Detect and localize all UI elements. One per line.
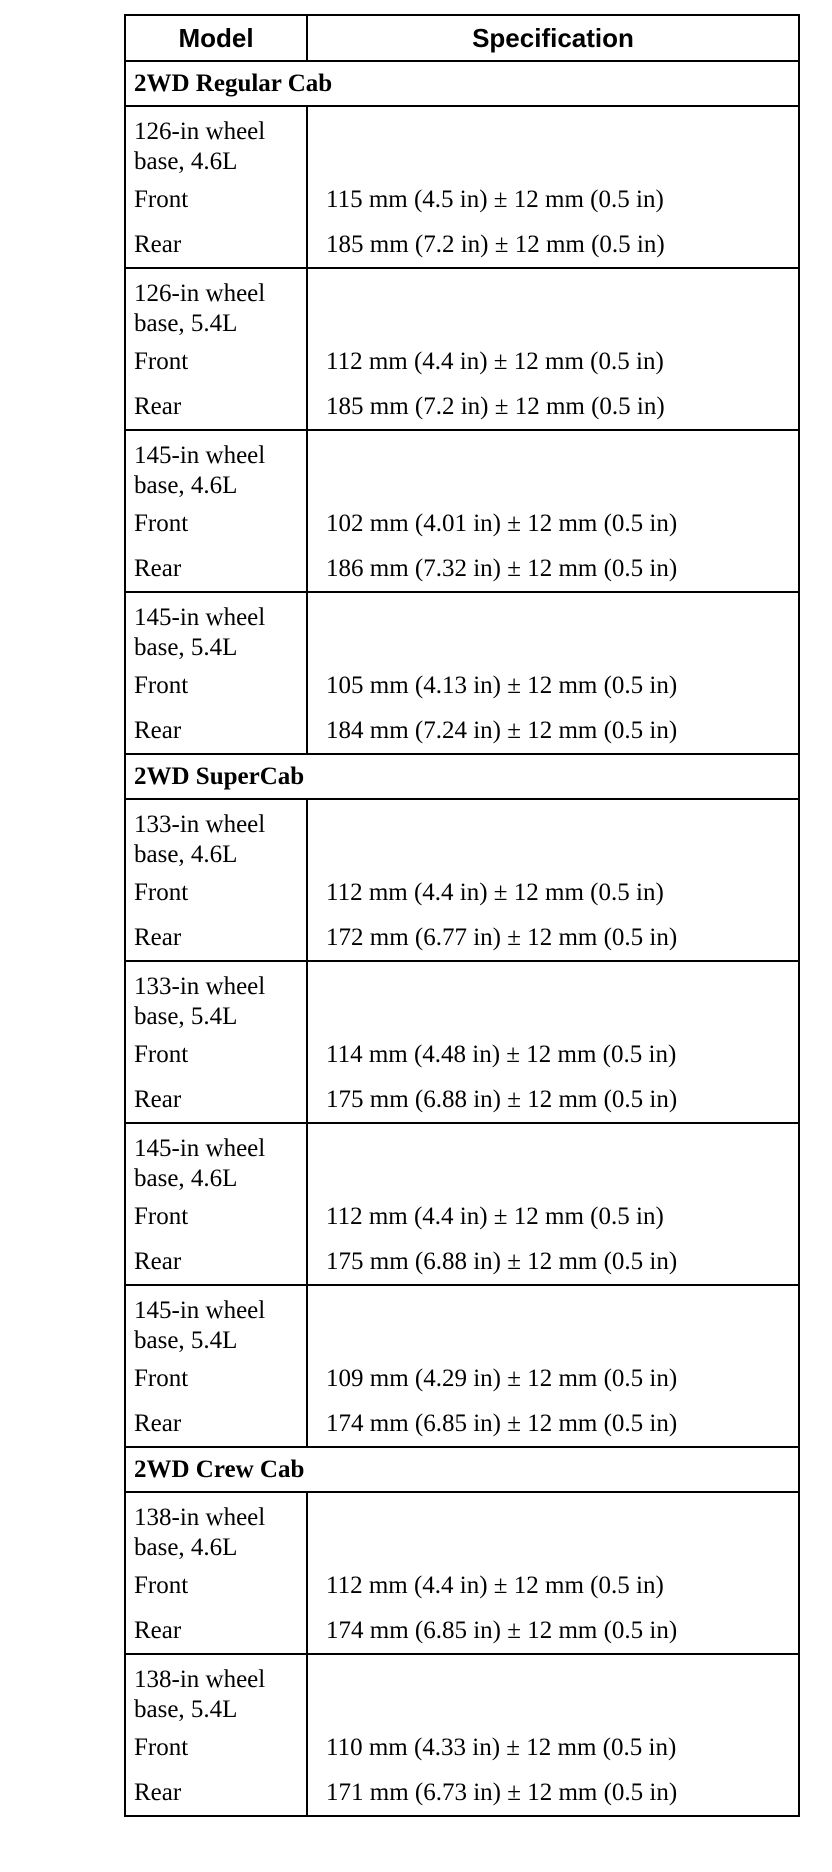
wheelbase-label xyxy=(125,430,307,501)
rear-row xyxy=(125,546,799,592)
front-label: Front xyxy=(125,339,307,384)
wheelbase-label xyxy=(125,1123,307,1194)
table-body xyxy=(125,61,799,1816)
engine-line: base, 5.4L xyxy=(134,1327,238,1354)
rear-label: Rear xyxy=(125,915,307,961)
front-label: Front xyxy=(125,1563,307,1608)
empty-spec-cell xyxy=(307,1492,799,1563)
front-spec: 114 mm (4.48 in) ± 12 mm (0.5 in) xyxy=(307,1032,799,1077)
section-row xyxy=(125,754,799,799)
front-row xyxy=(125,339,799,384)
front-label: Front xyxy=(125,1194,307,1239)
rear-spec: 186 mm (7.32 in) ± 12 mm (0.5 in) xyxy=(307,546,799,592)
wheelbase-line: 145-in wheel xyxy=(134,1135,266,1162)
front-row xyxy=(125,870,799,915)
front-label: Front xyxy=(125,501,307,546)
rear-row xyxy=(125,1077,799,1123)
front-label: Front xyxy=(125,1356,307,1401)
empty-spec-cell xyxy=(307,1654,799,1725)
config-row xyxy=(125,268,799,339)
section-row xyxy=(125,1447,799,1492)
header-row xyxy=(125,15,799,61)
config-row xyxy=(125,1654,799,1725)
empty-spec-cell xyxy=(307,1123,799,1194)
rear-spec: 184 mm (7.24 in) ± 12 mm (0.5 in) xyxy=(307,708,799,754)
wheelbase-label xyxy=(125,961,307,1032)
wheelbase-label xyxy=(125,268,307,339)
rear-label: Rear xyxy=(125,546,307,592)
wheelbase-line: 145-in wheel xyxy=(134,1297,266,1324)
table-header xyxy=(125,15,799,61)
rear-spec: 175 mm (6.88 in) ± 12 mm (0.5 in) xyxy=(307,1239,799,1285)
model-header: Model xyxy=(125,15,307,61)
rear-row xyxy=(125,708,799,754)
front-spec: 102 mm (4.01 in) ± 12 mm (0.5 in) xyxy=(307,501,799,546)
config-row xyxy=(125,106,799,177)
engine-line: base, 4.6L xyxy=(134,1165,238,1192)
config-row xyxy=(125,430,799,501)
config-row xyxy=(125,961,799,1032)
config-row xyxy=(125,1123,799,1194)
spec-table xyxy=(124,14,800,1817)
section-row xyxy=(125,61,799,106)
front-row xyxy=(125,663,799,708)
front-spec: 115 mm (4.5 in) ± 12 mm (0.5 in) xyxy=(307,177,799,222)
engine-line: base, 4.6L xyxy=(134,472,238,499)
engine-line: base, 5.4L xyxy=(134,1003,238,1030)
front-spec: 112 mm (4.4 in) ± 12 mm (0.5 in) xyxy=(307,339,799,384)
wheelbase-line: 133-in wheel xyxy=(134,811,266,838)
rear-label: Rear xyxy=(125,1770,307,1816)
rear-label: Rear xyxy=(125,1401,307,1447)
rear-row xyxy=(125,384,799,430)
wheelbase-line: 145-in wheel xyxy=(134,442,266,469)
front-row xyxy=(125,1725,799,1770)
front-row xyxy=(125,1032,799,1077)
wheelbase-line: 138-in wheel xyxy=(134,1666,266,1693)
wheelbase-label xyxy=(125,1492,307,1563)
empty-spec-cell xyxy=(307,961,799,1032)
wheelbase-line: 133-in wheel xyxy=(134,973,266,1000)
wheelbase-line: 145-in wheel xyxy=(134,604,266,631)
empty-spec-cell xyxy=(307,799,799,870)
rear-row xyxy=(125,222,799,268)
rear-row xyxy=(125,1770,799,1816)
config-row xyxy=(125,592,799,663)
front-spec: 112 mm (4.4 in) ± 12 mm (0.5 in) xyxy=(307,1563,799,1608)
front-spec: 112 mm (4.4 in) ± 12 mm (0.5 in) xyxy=(307,1194,799,1239)
engine-line: base, 5.4L xyxy=(134,1696,238,1723)
rear-label: Rear xyxy=(125,1239,307,1285)
rear-label: Rear xyxy=(125,1608,307,1654)
front-label: Front xyxy=(125,663,307,708)
engine-line: base, 4.6L xyxy=(134,148,238,175)
config-row xyxy=(125,1492,799,1563)
front-label: Front xyxy=(125,870,307,915)
engine-line: base, 4.6L xyxy=(134,841,238,868)
section-title: 2WD SuperCab xyxy=(125,754,799,799)
engine-line: base, 5.4L xyxy=(134,634,238,661)
front-label: Front xyxy=(125,1032,307,1077)
rear-row xyxy=(125,1608,799,1654)
rear-row xyxy=(125,1401,799,1447)
engine-line: base, 4.6L xyxy=(134,1534,238,1561)
front-row xyxy=(125,1194,799,1239)
wheelbase-line: 126-in wheel xyxy=(134,280,266,307)
wheelbase-label xyxy=(125,106,307,177)
rear-spec: 172 mm (6.77 in) ± 12 mm (0.5 in) xyxy=(307,915,799,961)
rear-spec: 185 mm (7.2 in) ± 12 mm (0.5 in) xyxy=(307,222,799,268)
rear-row xyxy=(125,915,799,961)
rear-label: Rear xyxy=(125,222,307,268)
section-title: 2WD Regular Cab xyxy=(125,61,799,106)
empty-spec-cell xyxy=(307,1285,799,1356)
rear-label: Rear xyxy=(125,1077,307,1123)
wheelbase-line: 126-in wheel xyxy=(134,118,266,145)
front-row xyxy=(125,177,799,222)
rear-label: Rear xyxy=(125,708,307,754)
wheelbase-line: 138-in wheel xyxy=(134,1504,266,1531)
front-row xyxy=(125,501,799,546)
rear-spec: 171 mm (6.73 in) ± 12 mm (0.5 in) xyxy=(307,1770,799,1816)
engine-line: base, 5.4L xyxy=(134,310,238,337)
rear-label: Rear xyxy=(125,384,307,430)
wheelbase-label xyxy=(125,799,307,870)
front-row xyxy=(125,1356,799,1401)
front-row xyxy=(125,1563,799,1608)
empty-spec-cell xyxy=(307,268,799,339)
front-label: Front xyxy=(125,177,307,222)
empty-spec-cell xyxy=(307,106,799,177)
rear-spec: 174 mm (6.85 in) ± 12 mm (0.5 in) xyxy=(307,1401,799,1447)
empty-spec-cell xyxy=(307,430,799,501)
rear-spec: 174 mm (6.85 in) ± 12 mm (0.5 in) xyxy=(307,1608,799,1654)
wheelbase-label xyxy=(125,1654,307,1725)
front-spec: 109 mm (4.29 in) ± 12 mm (0.5 in) xyxy=(307,1356,799,1401)
config-row xyxy=(125,1285,799,1356)
front-spec: 112 mm (4.4 in) ± 12 mm (0.5 in) xyxy=(307,870,799,915)
rear-spec: 175 mm (6.88 in) ± 12 mm (0.5 in) xyxy=(307,1077,799,1123)
front-spec: 110 mm (4.33 in) ± 12 mm (0.5 in) xyxy=(307,1725,799,1770)
front-spec: 105 mm (4.13 in) ± 12 mm (0.5 in) xyxy=(307,663,799,708)
empty-spec-cell xyxy=(307,592,799,663)
front-label: Front xyxy=(125,1725,307,1770)
config-row xyxy=(125,799,799,870)
rear-row xyxy=(125,1239,799,1285)
specification-header: Specification xyxy=(307,15,799,61)
rear-spec: 185 mm (7.2 in) ± 12 mm (0.5 in) xyxy=(307,384,799,430)
wheelbase-label xyxy=(125,1285,307,1356)
wheelbase-label xyxy=(125,592,307,663)
section-title: 2WD Crew Cab xyxy=(125,1447,799,1492)
